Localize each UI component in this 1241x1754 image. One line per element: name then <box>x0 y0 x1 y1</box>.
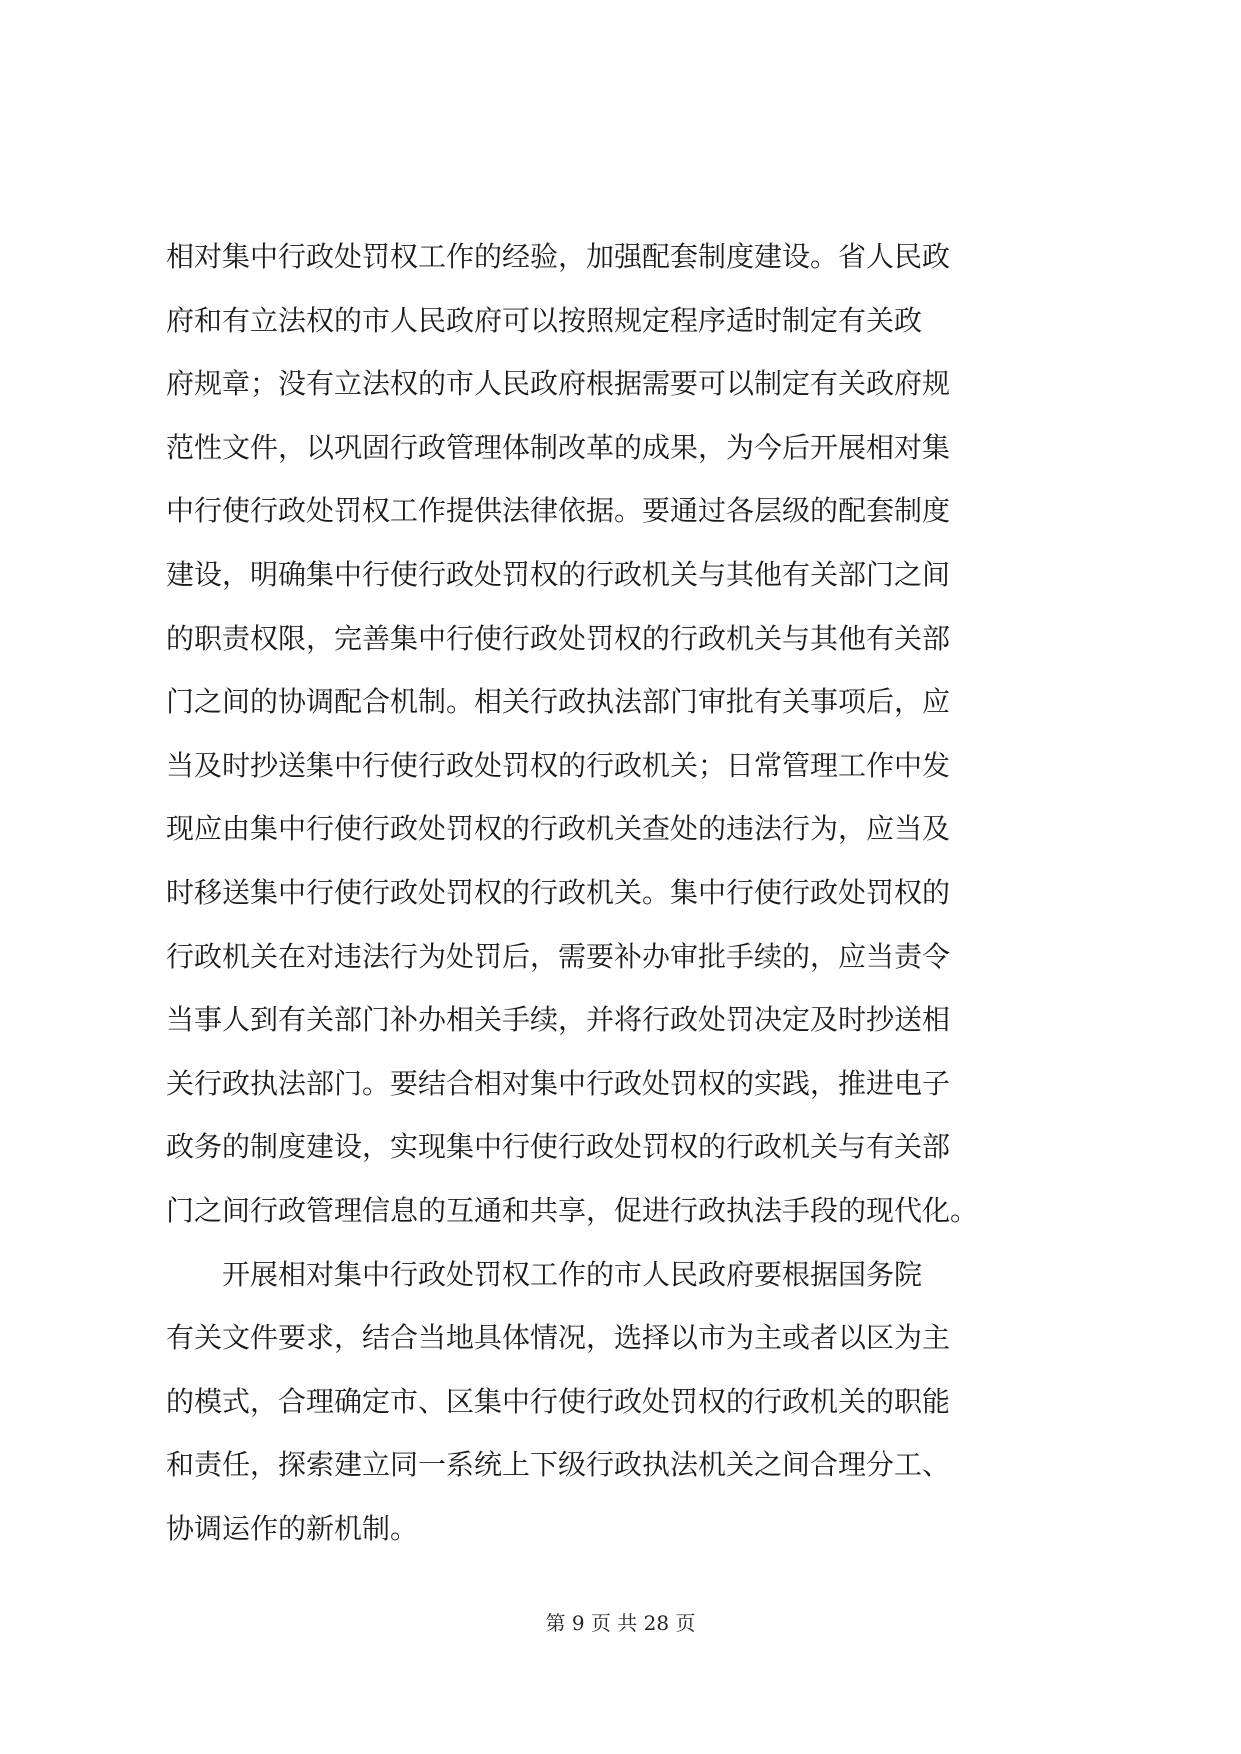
text-line: 门之间行政管理信息的互通和共享，促进行政执法手段的现代化。 <box>166 1193 979 1227</box>
text-line: 现应由集中行使行政处罚权的行政机关查处的违法行为，应当及 <box>166 812 951 846</box>
text-line: 范性文件，以巩固行政管理体制改革的成果，为今后开展相对集 <box>166 430 951 464</box>
text-line: 府和有立法权的市人民政府可以按照规定程序适时制定有关政 <box>166 303 923 337</box>
text-line: 的模式，合理确定市、区集中行使行政处罚权的行政机关的职能 <box>166 1384 951 1418</box>
text-line: 建设，明确集中行使行政处罚权的行政机关与其他有关部门之间 <box>166 557 951 591</box>
text-line: 中行使行政处罚权工作提供法律依据。要通过各层级的配套制度 <box>166 494 951 528</box>
body-text <box>166 225 1086 1560</box>
text-line: 有关文件要求，结合当地具体情况，选择以市为主或者以区为主 <box>166 1321 951 1355</box>
text-line: 开展相对集中行政处罚权工作的市人民政府要根据国务院 <box>166 1257 923 1291</box>
text-line: 当及时抄送集中行使行政处罚权的行政机关；日常管理工作中发 <box>166 748 951 782</box>
text-line: 协调运作的新机制。 <box>166 1511 419 1545</box>
text-line: 当事人到有关部门补办相关手续，并将行政处罚决定及时抄送相 <box>166 1003 951 1037</box>
text-line: 时移送集中行使行政处罚权的行政机关。集中行使行政处罚权的 <box>166 875 951 909</box>
text-line: 政务的制度建设，实现集中行使行政处罚权的行政机关与有关部 <box>166 1130 951 1164</box>
text-line: 关行政执法部门。要结合相对集中行政处罚权的实践，推进电子 <box>166 1066 951 1100</box>
text-line: 的职责权限，完善集中行使行政处罚权的行政机关与其他有关部 <box>166 621 951 655</box>
text-line: 和责任，探索建立同一系统上下级行政执法机关之间合理分工、 <box>166 1448 951 1482</box>
page-number-footer: 第 9 页 共 28 页 <box>545 1611 696 1635</box>
text-line: 相对集中行政处罚权工作的经验，加强配套制度建设。省人民政 <box>166 240 951 273</box>
text-line: 行政机关在对违法行为处罚后，需要补办审批手续的，应当责令 <box>166 939 951 973</box>
text-line: 府规章；没有立法权的市人民政府根据需要可以制定有关政府规 <box>166 367 951 401</box>
text-line: 门之间的协调配合机制。相关行政执法部门审批有关事项后，应 <box>166 685 951 719</box>
